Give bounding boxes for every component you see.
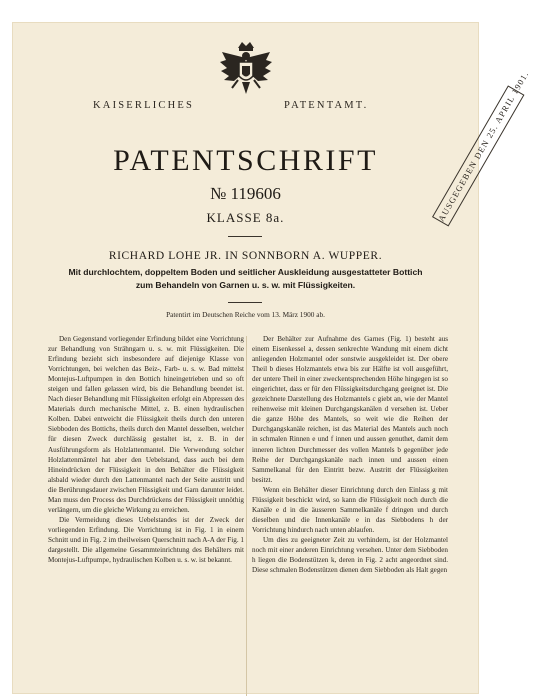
subtitle-divider [228, 302, 262, 303]
issue-date-stamp: AUSGEGEBEN DEN 25. APRIL 1901. [432, 85, 524, 226]
body-paragraph: Den Gegenstand vorliegender Erfindung bildet eine Vorrichtung zur Behandlung von Strähngarn u. s. w. mit Flüssigkeiten. Die Erfindung bezieht sich insbesondere auf diejenige Klasse von Vorrichtungen, bei welchen das Beiz-, Farb- u. s. w. Bad mittelst Montejus-Luftpumpen in den Bottich hineingetrieben und so oft steigen und fallen gelassen wird, bis die Behandlung beendet ist. Nach dieser Behandlung mit Flüssigkeiten erfolgt ein Abpressen des Materials durch mechanische Mittel, z. B. einen hydraulischen Kolben. Dabei entweicht die Flüssigkeit theils durch den unteren Siebboden des Bottichs, theils durch den Mantel desselben, welcher für diesen Zweck durchlässig gestaltet ist, z. B. in der Ausführungsform als Holzlattenmantel. Die Verwendung solcher Holzlattenmäntel hat aber den Uebelstand, dass auch bei dem Hineindrücken der Flüssigkeit in den Behälter die Flüssigkeit alsbald wieder durch den Lattenmantel nach der Seite austritt und die Berührungsdauer zwischen Flüssigkeit und Garn darunter leidet. Man muss den Process des Durchdrückens der Flüssigkeit unnöthig verlängern, um die gleiche Wirkung zu erreichen. [48, 335, 244, 514]
title-divider [228, 236, 262, 237]
office-name-left: KAISERLICHES [93, 100, 195, 111]
office-name-right: PATENTAMT. [284, 100, 369, 111]
body-paragraph: Um dies zu geeigneter Zeit zu verhindern, ist der Holzmantel noch mit einer anderen Einrichtung versehen. Unter dem Siebboden h liegen die Bodenstützen k, deren in Fig. 2 acht angeordnet sind. Diese schmalen Bodenstützen dienen dem Siebboden als Halt gegen [252, 535, 448, 575]
document-title: PATENTSCHRIFT [113, 144, 378, 177]
patent-class: KLASSE 8a. [206, 210, 285, 225]
body-paragraph: Die Vermeidung dieses Uebelstandes ist der Zweck der vorliegenden Erfindung. Die Vorrichtung ist in Fig. 1 in einem Schnitt und in Fig. 2 im theilweisen Querschnitt nach A-A der Fig. 1 dargestellt. Die allgemeine Gesammteinrichtung des Behälters mit Montejus-Luftpumpe, hydraulischen Kolben u. s. w. ist bekannt. [48, 515, 244, 565]
body-paragraph: Der Behälter zur Aufnahme des Garnes (Fig. 1) besteht aus einem Eisenkessel a, dessen senkrechte Wandung mit einem dicht anliegenden Holzmantel oder sonstwie ausgekleidet ist. Der obere Theil b dieses Holzmantels etwa bis zur Hälfte ist voll ausgeführt, der untere Theil in einer zweckentsprechenden Höhe hingegen ist so eingerichtet, dass er für den Flüssigkeitsdurchgang geeignet ist. Die gezeichnete Darstellung des Holzmantels c giebt an, wie der Mantel reihenweise mit kleinen Durchgangskanälen d versehen ist. Ueber die ganze Höhe des Mantels, so weit wie die Reihen der Durchgangskanäle reichen, ist das Material des Mantels auch noch in schmalen Rinnen e und f innen und aussen genuthet, damit dem inneren lichten Durchmesser des vollen Mantels b gegenüber jede Reihe der Durchgangskanäle nach innen und aussen einen Sammelkanal für den Eintritt bezw. Austritt der Flüssigkeiten besitzt. [252, 335, 448, 484]
invention-title [32, 266, 459, 292]
body-paragraph: Wenn ein Behälter dieser Einrichtung durch den Einlass g mit Flüssigkeit beschickt wird, so kann die Flüssigkeit noch durch die Kanäle e d in die äusseren Sammelkanäle f dringen und durch dieselben und die Innenkanäle e in das Siebbodens h der Vorrichtung hindurch nach unten ablaufen. [252, 485, 448, 534]
invention-title-line-1: Mit durchlochtem, doppeltem Boden und seitlicher Auskleidung ausgestatteter Bottich [68, 267, 423, 277]
left-text-column [48, 334, 244, 565]
patent-date-line: Patentirt im Deutschen Reiche vom 13. März 1900 ab. [166, 310, 325, 319]
column-divider [246, 336, 247, 696]
patent-number: № 119606 [210, 184, 281, 203]
patent-page [12, 22, 531, 694]
imperial-eagle-icon [218, 40, 274, 98]
right-text-column [252, 334, 448, 575]
invention-title-line-2: zum Behandeln von Garnen u. s. w. mit Flüssigkeiten. [135, 280, 356, 290]
inventor-line: RICHARD LOHE JR. IN SONNBORN A. WUPPER. [108, 250, 383, 262]
